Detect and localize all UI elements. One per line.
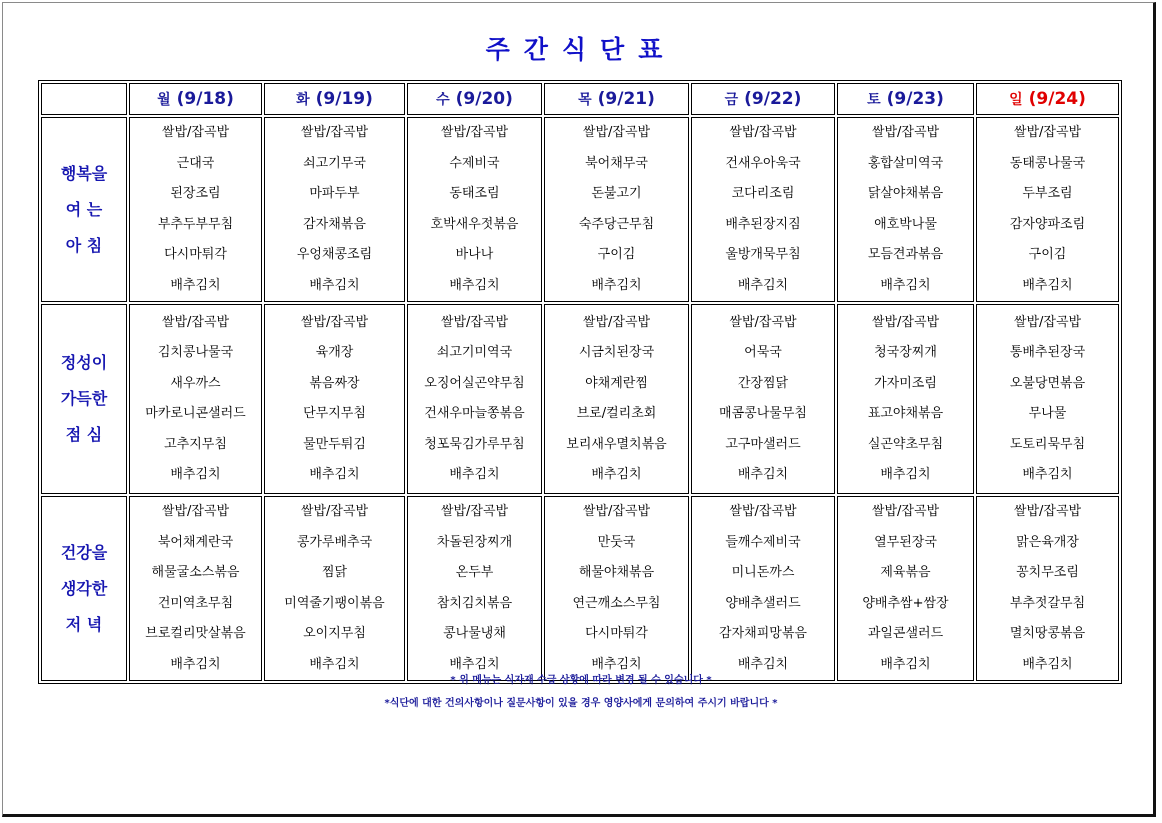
dish-item: 콩가루배추국	[296, 534, 373, 550]
day-header-row	[41, 83, 1119, 115]
dish-item: 브로/컬리초회	[576, 406, 657, 421]
dish-item: 바나나	[455, 247, 494, 262]
dish-item: 쌀밥/잡곡밥	[161, 504, 230, 519]
dish-item: 두부조림	[1022, 186, 1073, 201]
dish-item: 해물야채볶음	[578, 565, 655, 580]
day-label: (9/24)	[1028, 89, 1086, 109]
dish-item: 연근깨소스무침	[572, 595, 661, 611]
dish-item: 제육볶음	[880, 565, 931, 580]
dish-item: 감자채피망볶음	[719, 626, 807, 641]
dish-item: 쌀밥/잡곡밥	[161, 125, 230, 140]
menu-cell	[691, 304, 835, 494]
dish-item: 볶음짜장	[309, 375, 360, 391]
dish-item: 코다리조림	[731, 186, 795, 201]
dish-item: 부추젓갈무침	[1009, 595, 1086, 611]
menu-cell	[691, 496, 835, 681]
dish-item: 배추김치	[1022, 656, 1073, 672]
dish-item: 보리새우멸치볶음	[566, 436, 667, 452]
dish-item: 건새우마늘쫑볶음	[424, 406, 525, 421]
dish-item: 배추김치	[449, 277, 500, 293]
menu-cell	[129, 117, 262, 302]
dish-item: 배추김치	[880, 656, 931, 672]
dish-item: 물만두튀김	[303, 436, 366, 452]
corner-cell	[41, 83, 127, 115]
dish-item: 어묵국	[744, 345, 782, 360]
dish-item: 미니돈까스	[731, 565, 795, 580]
menu-cell	[976, 496, 1119, 681]
menu-cell	[544, 304, 689, 494]
dish-item: 고구마샐러드	[725, 436, 801, 452]
dish-item: 김치콩나물국	[157, 345, 234, 360]
dish-item: 배추김치	[170, 467, 221, 482]
dish-item: 배추김치	[449, 467, 500, 482]
menu-cell	[544, 496, 689, 681]
dish-item: 배추김치	[591, 656, 642, 672]
dish-item: 맑은육개장	[1016, 534, 1079, 550]
dish-item: 배추김치	[170, 277, 221, 293]
dish-item: 우엉채콩조림	[296, 247, 373, 262]
meal-label-line: 정성이	[60, 353, 108, 372]
meal-row	[41, 304, 1119, 494]
dish-item: 배추김치	[737, 277, 789, 293]
day-icon: 토	[867, 92, 881, 108]
day-label: (9/20)	[455, 89, 513, 109]
menu-cell	[837, 304, 974, 494]
dish-item: 온두부	[455, 565, 494, 580]
dish-item: 다시마튀각	[585, 626, 648, 641]
dish-item: 열무된장국	[874, 534, 937, 550]
dish-item: 무나물	[1028, 406, 1067, 421]
menu-cell	[407, 304, 542, 494]
dish-item: 마카로니콘샐러드	[145, 406, 246, 421]
dish-item: 육개장	[315, 345, 354, 360]
dish-item: 홍합살미역국	[867, 155, 944, 171]
dish-item: 표고야채볶음	[867, 406, 944, 421]
dish-item: 브로컬리맛살볶음	[145, 626, 246, 641]
dish-item: 배추김치	[737, 656, 789, 672]
dish-item: 콩나물냉채	[443, 626, 506, 641]
dish-item: 모듬견과볶음	[867, 247, 944, 262]
note-menu-change: * 위 메뉴는 식자재 수급 상황에 따라 변경 될 수 있습니다 *	[450, 675, 712, 686]
dish-item: 울방개묵무침	[725, 247, 801, 262]
page-title: 주간식단표	[485, 35, 677, 64]
day-header	[691, 83, 835, 115]
meal-label-line: 행복을	[60, 163, 108, 183]
dish-item: 근대국	[176, 155, 215, 171]
dish-item: 쌀밥/잡곡밥	[440, 504, 509, 519]
day-icon: 목	[578, 92, 592, 108]
dish-item: 만둣국	[597, 534, 636, 550]
meal-label	[41, 304, 127, 494]
dish-item: 배추김치	[591, 277, 642, 293]
dish-item: 다시마튀각	[164, 247, 227, 262]
menu-cell	[837, 117, 974, 302]
dish-item: 쌀밥/잡곡밥	[440, 125, 509, 140]
dish-item: 쌀밥/잡곡밥	[161, 314, 230, 330]
dish-item: 쌀밥/잡곡밥	[1013, 125, 1082, 140]
meal-label	[41, 496, 127, 681]
dish-item: 배추김치	[309, 277, 360, 293]
dish-item: 미역줄기팽이볶음	[284, 595, 385, 611]
menu-cell	[129, 496, 262, 681]
dish-item: 감자양파조림	[1009, 216, 1086, 232]
meal-row	[41, 117, 1119, 302]
dish-item: 양배추쌈+쌈장	[862, 595, 949, 611]
dish-item: 쇠고기무국	[303, 155, 366, 171]
dish-item: 북어채무국	[585, 155, 648, 171]
dish-item: 구이김	[1028, 247, 1067, 262]
dish-item: 마파두부	[309, 186, 360, 201]
dish-item: 배추김치	[591, 467, 642, 482]
dish-item: 북어채계란국	[157, 534, 234, 550]
meal-label-line: 저 녁	[65, 614, 103, 634]
dish-item: 쌀밥/잡곡밥	[729, 504, 797, 519]
day-header	[976, 83, 1119, 115]
dish-item: 청국장찌개	[874, 345, 937, 360]
dish-item: 배추김치	[1022, 467, 1073, 482]
dish-item: 감자채볶음	[303, 216, 366, 232]
dish-item: 참치김치볶음	[436, 595, 513, 611]
menu-cell	[129, 304, 262, 494]
day-header	[837, 83, 974, 115]
meal-body	[41, 117, 1119, 681]
menu-cell	[407, 496, 542, 681]
dish-item: 배추김치	[880, 467, 931, 482]
day-header	[264, 83, 405, 115]
dish-item: 배추김치	[880, 277, 931, 293]
dish-item: 오이지무침	[303, 626, 366, 641]
dish-item: 찜닭	[321, 565, 348, 580]
dish-item: 쌀밥/잡곡밥	[300, 314, 369, 330]
dish-item: 시금치된장국	[578, 345, 655, 360]
dish-item: 들깨수제비국	[725, 534, 801, 550]
dish-item: 멸치땅콩볶음	[1009, 626, 1086, 641]
dish-item: 쌀밥/잡곡밥	[729, 125, 797, 140]
meal-label	[41, 117, 127, 302]
dish-item: 돈불고기	[591, 186, 642, 201]
dish-item: 쌀밥/잡곡밥	[582, 314, 651, 330]
dish-item: 쌀밥/잡곡밥	[729, 314, 797, 330]
dish-item: 동태조림	[449, 186, 500, 201]
meal-label-line: 아 침	[65, 235, 103, 255]
dish-item: 배추김치	[309, 467, 360, 482]
day-icon: 수	[436, 92, 450, 108]
meal-label-line: 가득한	[60, 389, 108, 408]
menu-cell	[264, 496, 405, 681]
menu-cell	[976, 304, 1119, 494]
dish-item: 쌀밥/잡곡밥	[871, 125, 940, 140]
meal-row	[41, 496, 1119, 681]
dish-item: 청포묵김가루무침	[424, 436, 525, 452]
day-header	[544, 83, 689, 115]
day-label: (9/22)	[744, 89, 802, 109]
menu-cell	[976, 117, 1119, 302]
day-icon: 화	[296, 92, 310, 108]
dish-item: 간장찜닭	[737, 375, 789, 391]
dish-item: 고추지무침	[164, 436, 227, 452]
dish-item: 쌀밥/잡곡밥	[300, 504, 369, 519]
menu-cell	[544, 117, 689, 302]
dish-item: 건새우아욱국	[725, 155, 801, 171]
meal-label-line: 생각한	[60, 578, 108, 598]
dish-item: 건미역초무침	[157, 595, 234, 611]
dish-item: 가자미조림	[874, 375, 937, 391]
dish-item: 쌀밥/잡곡밥	[582, 125, 651, 140]
dish-item: 배추김치	[170, 656, 221, 672]
dish-item: 쌀밥/잡곡밥	[1013, 504, 1082, 519]
dish-item: 된장조림	[170, 186, 221, 201]
dish-item: 통배추된장국	[1009, 345, 1086, 360]
dish-item: 꽁치무조림	[1016, 565, 1079, 580]
menu-cell	[691, 117, 835, 302]
menu-cell	[837, 496, 974, 681]
day-label: (9/23)	[886, 89, 944, 109]
dish-item: 단무지무침	[303, 406, 366, 421]
dish-item: 양배추샐러드	[725, 595, 801, 611]
day-label: (9/21)	[597, 89, 655, 109]
dish-item: 실곤약초무침	[867, 436, 944, 452]
day-label: (9/19)	[315, 89, 373, 109]
dish-item: 닭살야채볶음	[867, 186, 944, 201]
dish-item: 새우까스	[170, 375, 221, 391]
dish-item: 배추김치	[737, 467, 789, 482]
dish-item: 매콤콩나물무침	[719, 406, 807, 421]
menu-cell	[407, 117, 542, 302]
menu-cell	[264, 117, 405, 302]
day-header	[129, 83, 262, 115]
dish-item: 배추김치	[309, 656, 360, 672]
dish-item: 쌀밥/잡곡밥	[582, 504, 651, 519]
dish-item: 수제비국	[449, 155, 500, 171]
day-icon: 일	[1009, 92, 1023, 108]
dish-item: 쌀밥/잡곡밥	[440, 314, 509, 330]
dish-item: 동태콩나물국	[1009, 155, 1086, 171]
dish-item: 배추된장지짐	[725, 216, 801, 232]
dish-item: 배추김치	[449, 656, 500, 672]
dish-item: 오징어실곤약무침	[424, 375, 525, 391]
dish-item: 쌀밥/잡곡밥	[871, 314, 940, 330]
dish-item: 과일콘샐러드	[867, 626, 944, 641]
day-icon: 금	[724, 92, 739, 108]
dish-item: 쌀밥/잡곡밥	[871, 504, 940, 519]
dish-item: 애호박나물	[874, 216, 937, 232]
meal-label-line: 여 는	[65, 199, 103, 219]
dish-item: 배추김치	[1022, 277, 1073, 293]
meal-label-line: 점 심	[65, 425, 103, 444]
dish-item: 부추두부무침	[157, 216, 234, 232]
dish-item: 쇠고기미역국	[436, 345, 513, 360]
menu-cell	[264, 304, 405, 494]
note-inquiry: *식단에 대한 건의사항이나 질문사항이 있을 경우 영양사에게 문의하여 주시기 바랍니다 *	[384, 698, 778, 709]
dish-item: 도토리묵무침	[1009, 436, 1086, 452]
dish-item: 야채계란찜	[585, 375, 648, 391]
dish-item: 숙주당근무침	[578, 216, 655, 232]
dish-item: 쌀밥/잡곡밥	[300, 125, 369, 140]
meal-label-line: 건강을	[60, 542, 108, 562]
dish-item: 쌀밥/잡곡밥	[1013, 314, 1082, 330]
dish-item: 차돌된장찌개	[436, 534, 513, 550]
dish-item: 호박새우젓볶음	[430, 216, 519, 232]
day-label: (9/18)	[176, 89, 234, 109]
dish-item: 구이김	[597, 247, 636, 262]
dish-item: 해물굴소스볶음	[151, 565, 240, 580]
weekly-menu-table	[38, 80, 1122, 684]
dish-item: 오불당면볶음	[1009, 375, 1086, 391]
day-icon: 월	[157, 92, 171, 108]
day-header	[407, 83, 542, 115]
